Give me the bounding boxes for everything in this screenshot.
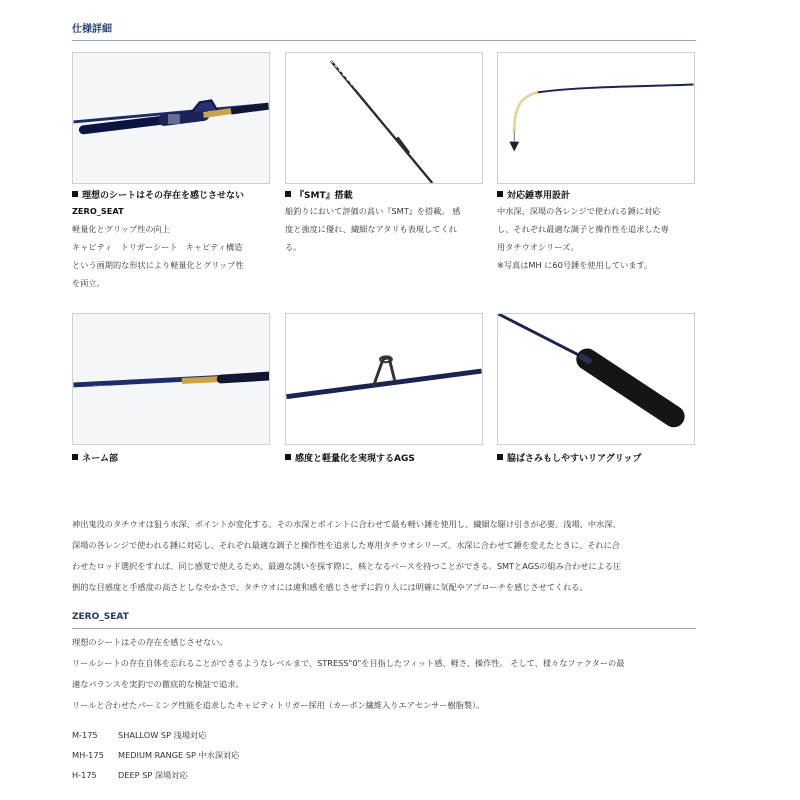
spec-row: MH-175 MEDIUM RANGE SP 中水深対応 <box>72 750 240 760</box>
zero-seat-paragraph: 理想のシートはその存在を感じさせない。 リールシートの存在自体を忘れることができるようなレベルまで、STRESS"0"を目指したフィット感、軽さ、操作性。 そして、様々なファクターの最 適なバランスを実釣での徹底的な検証で追求。 リールと合わせたパーミング性能を追求したキャビティトリガー採用（カーボン繊維入りエアセンサー樹脂製）。 <box>72 637 625 710</box>
caption-title-2: 『SMT』搭載 <box>285 188 353 201</box>
caption-title-5: 感度と軽量化を実現するAGS <box>285 451 415 464</box>
spec-row: M-175 SHALLOW SP 浅場対応 <box>72 730 207 740</box>
caption-title-1: 理想のシートはその存在を感じさせない <box>72 188 244 201</box>
photo-name-section <box>72 313 270 445</box>
zero-seat-divider <box>72 628 696 629</box>
section-divider <box>72 40 696 41</box>
photo-reel-seat <box>72 52 270 184</box>
section-title: 仕様詳細 <box>72 24 112 35</box>
photo-ags-guide <box>285 313 483 445</box>
caption-title-3: 対応錘専用設計 <box>497 188 570 201</box>
spec-row: H-175 DEEP SP 深場対応 <box>72 770 188 780</box>
caption-title-4: ネーム部 <box>72 451 118 464</box>
svg-text:— — — —: — — — — <box>93 382 113 388</box>
zero-seat-title: ZERO_SEAT <box>72 612 129 622</box>
photo-smt-tip <box>285 52 483 184</box>
caption-title-6: 脇ばさみもしやすいリアグリップ <box>497 451 641 464</box>
caption-body-2: 船釣りにおいて評価の高い『SMT』を搭載。 感 度と強度に優れ、繊細なアタリも表現してくれ る。 <box>285 206 461 252</box>
caption-body-3: 中水深、深場の各レンジで使われる錘に対応 し、それぞれ最適な調子と操作性を追求した専 用タチウオシリーズ。 ※写真はMH に60号錘を使用しています。 <box>497 206 669 270</box>
photo-rear-grip <box>497 313 695 445</box>
caption-body-1: ZERO_SEAT 軽量化とグリップ性の向上 キャビティ トリガーシート キャビティ構造 という画期的な形状により軽量化とグリップ性 を両立。 <box>72 206 244 288</box>
description-paragraph: 神出鬼没のタチウオは狙う水深、ポイントが変化する。その水深とポイントに合わせて最も軽い錘を使用し、繊細な駆け引きが必要。浅場、中水深、 深場の各レンジで使われる錘に対応し、それぞれ最適な調子と操作性を追求した専用タチウオシリーズ。水深に合わせて錘を変えたときに、それに合 わせたロッド選択をすれば、同じ感覚で使えるため、最適な誘いを探す際に、核となるベースを持つことができる。SMTとAGSの組み合わせによる圧 倒的な目感度と手感度の高さとしなやかさで、タチウオには違和感を感じさせずに釣り人には明確に気配やアプローチを感じさせてくれる。 <box>72 519 622 592</box>
photo-weight-bend <box>497 52 695 184</box>
